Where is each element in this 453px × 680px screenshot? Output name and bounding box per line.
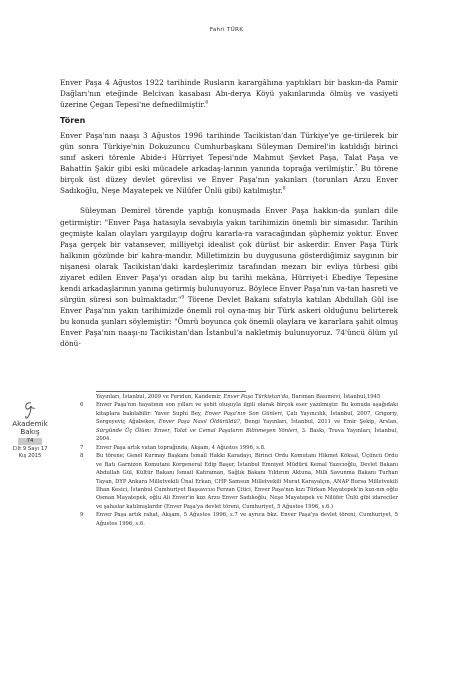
section-heading: Tören bbox=[60, 116, 86, 126]
issue-info: Cilt 9 Sayı 17 bbox=[12, 445, 48, 452]
footnote-ref[interactable]: 7 bbox=[354, 164, 358, 170]
footnote-item bbox=[80, 452, 398, 511]
footnotes bbox=[80, 393, 398, 528]
footnote-number: 8 bbox=[80, 453, 84, 460]
footnote-continuation: Yayınları, İstanbul, 2009 ve Feridun, Kandemir, Enver Paşa Türkistan'da, Barıman Basımevi, İstanbul,1945 bbox=[96, 394, 381, 400]
paragraph: Süleyman Demirel törende yaptığı konuşmada Enver Paşa hakkın-da şunları dile getirmiştir: "Enver Paşa hatasıyla sevabıyla yakın tarihimizin önemli bir simasıdır. Tarihin geçmişte kalan olayları yargılayıp doğru kararla-ra varacağından şüphemiz yoktur. Enver Paşa gerçek bir vatansever, milliyetçi idealist çok dürüst bir askerdir. Enver Paşa Türk halkının gözünde bir kahra-mandır. Milletimizin bu duygusuna gösterdiğimiz saygının bir nişanesi olarak Tacikistan'daki kardeşlerimiz tarafından mezarı bir evliya türbesi gibi ziyaret edilen Enver Paşa'yı oradan alıp bu tarihi mekâna, Hürriyet-i Ebediye Tepesine kendi arkadaşlarının yanına getirmiş bulunuyoruz. Böylece Enver Paşa'nın va-tan hasreti ve sürgün süresi son bulmaktadır."$^9$ Törene Devlet Bakanı sıfatıyla katılan Abdullah Gül ise Enver Paşa'nın yakın tarihimizde önemli rol oyna-mış bir Türk askeri olduğunu belirterek bu konuda şunları söylemiştir: "Ömrü boyunca çok önemli olaylara ve kararlara şahit olmuş Enver Paşa'nın naaşı-nı Tacikistan'dan İstanbul'a nakletmiş bulunuyoruz. 74'üncü ölüm yıl dönü- bbox=[60, 206, 398, 349]
journal-name-line2: Bakış bbox=[20, 427, 40, 437]
footnote-text: Enver Paşa'nın hayatının son yılları ve şehit oluşuyla ilgili olarak birçok eser yazılmıştır. Bu konuda aşağıdaki kitaplara bakılabilir: Yaver Suphi Bey, Enver Paşa'nın Son Günleri, Çatı Yayıncılık, İstanbul, 2007, Grigoriy, Sergeyeviç Ağabekov, Enver Paşa Nasıl Öldürüldü?, Bengi Yayınları, İstanbul, 2011 ve Emir Şekip, Arslan, Sürgünde Üç Ölüm: Enver, Talat ve Cemal Paşaların Bilinmeyen Yönleri, 3. Baskı, Truva Yayınları, İstanbul, 2004. bbox=[96, 402, 398, 443]
footnote-item bbox=[80, 401, 398, 443]
footnote-ref[interactable]: 9 bbox=[181, 295, 185, 301]
running-header: Fahri TÜRK bbox=[209, 27, 244, 33]
footnote-number: 6 bbox=[80, 402, 84, 409]
footnote-text: Enver Paşa artık vatan toprağında, Akşam, 4 Ağustos 1996, s.8. bbox=[96, 444, 266, 451]
paragraph: Enver Paşa 4 Ağustos 1922 tarihinde Rusların karargâhına yaptıkları bir baskın-da Pamir Dağları'nın eteğinde Belcivan kasabası Abı-derya Köyü yakınlarında ölmüş ve vasiyeti üzerine Çegan Tepesi'ne defnedilmiştir.$^6$ bbox=[60, 78, 398, 110]
footnote-item bbox=[80, 444, 398, 452]
footnote-text: Enver Paşa artık rahat, Akşam, 5 Ağustos 1996, s.7 ve ayrıca bkz. Enver Paşa'ya devlet töreni, Cumhuriyet, 5 Ağustos 1996, s.6. bbox=[96, 512, 398, 527]
paragraph: Enver Paşa'nın naaşı 3 Ağustos 1996 tarihinde Tacikistan'dan Türkiye'ye ge-tirilerek bir gün sonra Türkiye'nin Dokuzuncu Cumhurbaşkanı Süleyman Demirel'in katıldığı birinci sınıf askeri törenle Abide-i Hürriyet Tepesi'nde Mahmut Şevket Paşa, Talat Paşa ve Bahattin Şakir gibi eski mücadele arkadaş-larının yanında toprağa verilmiştir.$^7$ Bu törene birçok üst düzey devlet görevlisi ve Enver Paşa'nın yakınları (torunları Arzu Enver Sadıkoğlu, Neşe Mayatepek ve Nilüfer Ünlü gibi) katılmıştır.$^8$ bbox=[60, 131, 398, 196]
main-text bbox=[60, 77, 398, 349]
footnote-ref[interactable]: 8 bbox=[282, 187, 286, 193]
journal-margin-box bbox=[8, 400, 52, 460]
footnote-number: 7 bbox=[80, 444, 84, 451]
footnote-ref[interactable]: 6 bbox=[205, 100, 209, 106]
journal-logo-icon bbox=[22, 400, 38, 420]
issue-season: Kış 2015 bbox=[18, 452, 42, 459]
page-number: 74 bbox=[18, 438, 42, 445]
footnote-number: 9 bbox=[80, 512, 84, 519]
footnote-separator bbox=[96, 391, 246, 392]
footnote-text: Bu törene; Genel Kurmay Başkanı İsmail Hakkı Karadayı, Birinci Ordu Komutanı Hikmet Köksal, Üçüncü Ordu ve Batı Garnizon Komutanı Korgeneral Edip Başer, İstanbul Emniyet Müdürü Kemal Yazıcıoğlu, Devlet Bakanı Abdullah Gül, Kültür Bakanı İsmail Kahraman, Sağlık Bakanı Yıldırım Aktuna, Milli Savunma Bakanı Turhan Tayan, DYP Ankara Milletvekili Ünal Erkan, CHP Samsun Milletvekili Murat Karayalçın, ANAP Bursa Milletvekili İlhan Kesici, İstanbul Cumhuriyet Başsavcısı Ferzan Çitici, Enver Paşa'nın kızı Türkan Mayatepek'in kızı-nın oğlu Osman Mayatepek, oğlu Ali Enver'in kızı Arzu Enver Sadıkoğlu, Neşe Mayatepek ve Nilüfer Ünlü gibi idareciler ve şahıslar katılmışlardır (Enver Paşa'ya devlet töreni, Cumhuriyet, 5 Ağustos 1996, s.6.) bbox=[96, 453, 398, 510]
footnote-list bbox=[80, 401, 398, 528]
footnote-item bbox=[80, 511, 398, 528]
journal-name-line1: Akademik bbox=[12, 419, 48, 428]
